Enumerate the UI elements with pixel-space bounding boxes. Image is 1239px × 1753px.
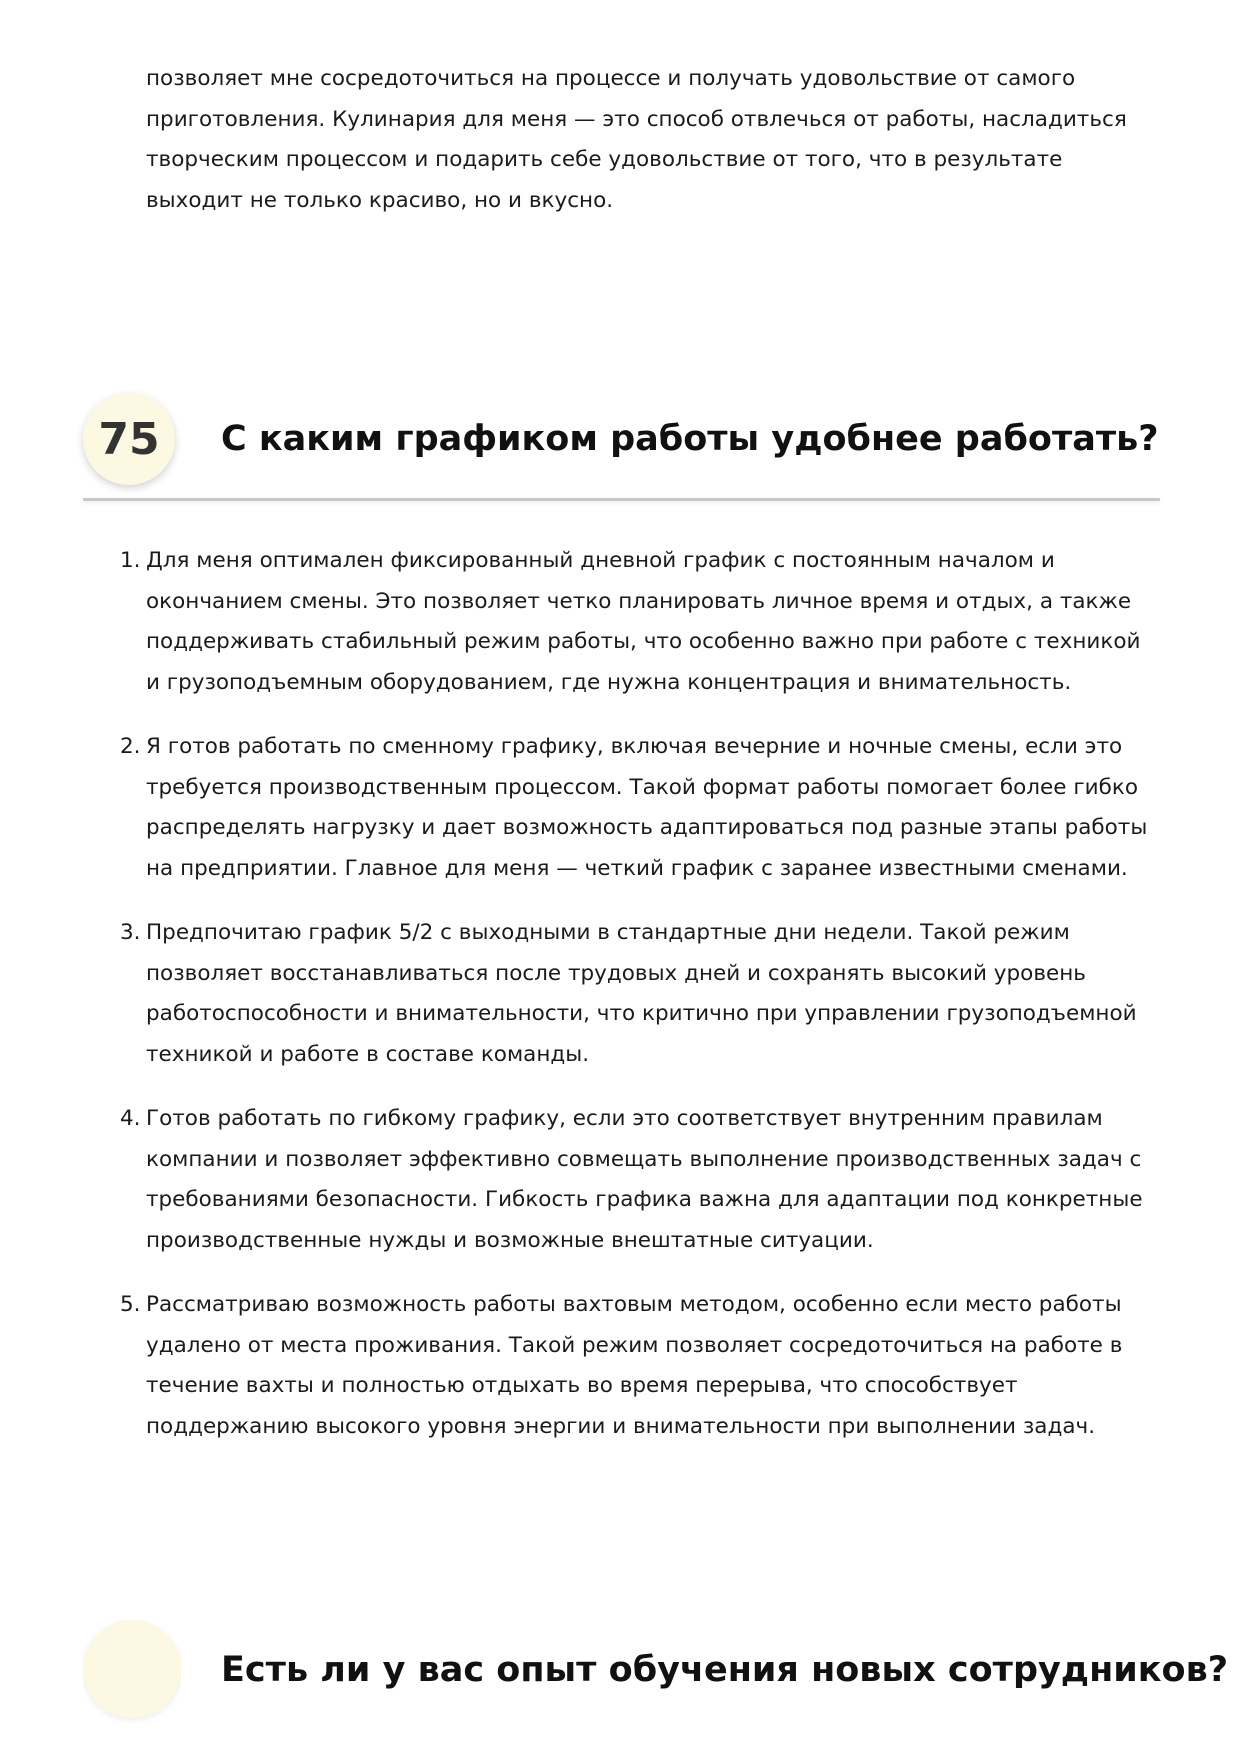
answer-item — [120, 1285, 1160, 1447]
next-question-header — [83, 1620, 1229, 1730]
answer-number: 4. — [120, 1106, 141, 1131]
question-75-header — [83, 393, 1160, 501]
answer-number: 1. — [120, 548, 141, 573]
answer-number: 3. — [120, 920, 141, 945]
question-number-badge-clipped — [83, 1620, 181, 1730]
answer-item — [120, 913, 1160, 1075]
answer-text: Я готов работать по сменному графику, включая вечерние и ночные смены, если это требуется производственным процессом. Такой формат работы помогает более гибко распределять нагрузку и дает возможность адаптироваться под разные этапы работы на предприятии. Главное для меня — четкий график с заранее известными сменами. — [146, 734, 1148, 881]
answer-number: 5. — [120, 1292, 141, 1317]
answer-item — [120, 727, 1160, 889]
header-divider — [83, 498, 1160, 501]
answer-text: Предпочитаю график 5/2 с выходными в стандартные дни недели. Такой режим позволяет восстанавливаться после трудовых дней и сохранять высокий уровень работоспособности и внимательности, что критично при управлении грузоподъемной техникой и работе в составе команды. — [146, 920, 1137, 1067]
answer-text: Для меня оптимален фиксированный дневной график с постоянным началом и окончанием смены. Это позволяет четко планировать личное время и отдых, а также поддерживать стабильный режим работы, что особенно важно при работе с техникой и грузоподъемным оборудованием, где нужна концентрация и внимательность. — [146, 548, 1141, 695]
answer-item — [120, 1099, 1160, 1261]
question-number-badge — [83, 1620, 181, 1718]
answer-list — [120, 541, 1160, 1471]
intro-paragraph: позволяет мне сосредоточиться на процессе и получать удовольствие от самого приготовления. Кулинария для меня — это способ отвлечься от работы, насладиться творческим процессом и подарить себе удовольствие от того, что в результате выходит не только красиво, но и вкусно. — [146, 66, 1127, 213]
question-title: С каким графиком работы удобнее работать? — [221, 419, 1159, 459]
answer-number: 2. — [120, 734, 141, 759]
answer-item — [120, 541, 1160, 703]
answer-text: Рассматриваю возможность работы вахтовым методом, особенно если место работы удалено от места проживания. Такой режим позволяет сосредоточиться на работе в течение вахты и полностью отдыхать во время перерыва, что способствует поддержанию высокого уровня энергии и внимательности при выполнении задач. — [146, 1292, 1123, 1439]
answer-text: Готов работать по гибкому графику, если это соответствует внутренним правилам компании и позволяет эффективно совмещать выполнение производственных задач с требованиями безопасности. Гибкость графика важна для адаптации под конкретные производственные нужды и возможные внештатные ситуации. — [146, 1106, 1143, 1253]
question-number-badge: 75 — [83, 393, 175, 485]
question-title: Есть ли у вас опыт обучения новых сотрудников? — [221, 1650, 1229, 1690]
